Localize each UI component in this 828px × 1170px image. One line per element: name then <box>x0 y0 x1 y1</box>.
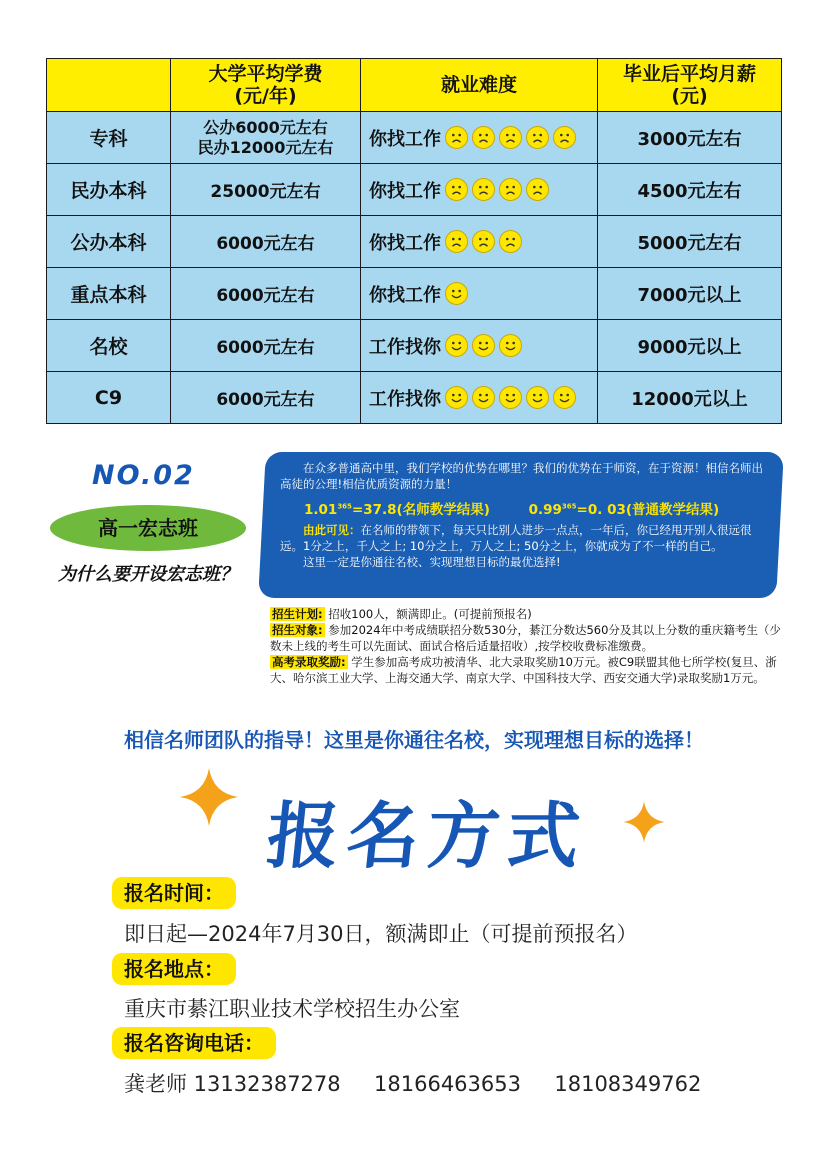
row-difficulty <box>361 112 598 164</box>
row-difficulty <box>361 268 598 320</box>
signup-title: 报名方式 <box>262 794 592 878</box>
class-name-badge: 高一宏志班 <box>50 505 246 551</box>
fee-line: 6000元左右 <box>216 286 315 306</box>
signup-time-label: 报名时间： <box>112 877 236 909</box>
reward-text: 学生参加高考成功被清华、北大录取奖励10万元。被C9联盟其他七所学校(复旦、浙大、哈尔滨工业大学、上海交通大学、南京大学、中国科技大学、西安交通大学)录取奖励1万元。 <box>270 655 777 685</box>
smiley-face-icon <box>472 334 495 357</box>
fee-line: 6000元左右 <box>216 234 315 254</box>
row-difficulty <box>361 164 598 216</box>
header-fee-line1: 大学平均学费 <box>208 63 323 85</box>
row-fee <box>171 112 361 164</box>
advantage-conclusion <box>280 522 772 554</box>
formula-2-base: 0.99 <box>528 501 562 518</box>
signup-place-label: 报名地点： <box>112 953 236 985</box>
signup-phone: 龚老师 13132387278 18166463653 18108349762 <box>124 1072 702 1096</box>
row-salary: 3000元左右 <box>598 112 782 164</box>
smiley-face-icon <box>499 334 522 357</box>
table-row <box>47 164 782 216</box>
plan-label: 招生计划: <box>272 607 323 621</box>
formula-1-exp: 365 <box>337 502 352 510</box>
reward-label: 高考录取奖励: <box>272 655 346 669</box>
row-fee <box>171 320 361 372</box>
fee-line: 25000元左右 <box>210 182 321 202</box>
table-body <box>47 112 782 424</box>
sad-face-icon <box>445 126 468 149</box>
row-difficulty <box>361 320 598 372</box>
sad-face-icon <box>445 230 468 253</box>
section-question: 为什么要开设宏志班？ <box>58 564 238 585</box>
signup-phone-label: 报名咨询电话： <box>112 1027 276 1059</box>
row-type: 公办本科 <box>47 216 171 268</box>
difficulty-label: 工作找你 <box>369 336 441 358</box>
comparison-table <box>46 58 782 424</box>
face-group <box>445 334 526 357</box>
difficulty-label: 你找工作 <box>369 284 441 306</box>
smiley-face-icon <box>445 282 468 305</box>
formula-1-result: =37.8(名师教学结果) <box>351 501 490 518</box>
row-type: 名校 <box>47 320 171 372</box>
row-type: 专科 <box>47 112 171 164</box>
face-group <box>445 230 526 253</box>
signup-time: 即日起—2024年7月30日，额满即止（可提前预报名） <box>124 922 638 946</box>
plan-text: 招收100人，额满即止。(可提前预报名) <box>328 607 532 621</box>
sad-face-icon <box>499 126 522 149</box>
row-type: 民办本科 <box>47 164 171 216</box>
sad-face-icon <box>445 178 468 201</box>
formula-1-base: 1.01 <box>304 501 338 518</box>
header-difficulty: 就业难度 <box>361 59 598 112</box>
row-salary: 12000元以上 <box>598 372 782 424</box>
difficulty-label: 你找工作 <box>369 128 441 150</box>
slogan: 相信名师团队的指导！这里是你通往名校，实现理想目标的选择！ <box>124 728 704 752</box>
formula-2-result: =0. 03(普通教学结果) <box>576 501 720 518</box>
row-fee <box>171 216 361 268</box>
row-difficulty <box>361 216 598 268</box>
smiley-face-icon <box>499 386 522 409</box>
header-salary-line2: (元) <box>671 85 708 107</box>
sad-face-icon <box>526 126 549 149</box>
row-salary: 7000元以上 <box>598 268 782 320</box>
plan-line <box>270 606 782 622</box>
fee-line: 6000元左右 <box>216 390 315 410</box>
formula-1 <box>304 502 490 518</box>
advantage-panel <box>280 460 772 570</box>
advantage-intro: 在众多普通高中里，我们学校的优势在哪里？我们的优势在于师资，在于资源！相信名师出高徒的公理!相信优质资源的力量！ <box>280 461 763 491</box>
row-salary: 5000元左右 <box>598 216 782 268</box>
face-group <box>445 386 580 409</box>
sad-face-icon <box>472 178 495 201</box>
table-row <box>47 112 782 164</box>
formula-2 <box>529 502 720 518</box>
fee-line: 民办12000元左右 <box>197 137 334 157</box>
table-row <box>47 268 782 320</box>
sad-face-icon <box>499 230 522 253</box>
face-group <box>445 126 580 149</box>
sad-face-icon <box>472 126 495 149</box>
sad-face-icon <box>526 178 549 201</box>
formula-2-exp: 365 <box>561 502 577 510</box>
table-row <box>47 320 782 372</box>
smiley-face-icon <box>445 334 468 357</box>
header-fee <box>171 59 361 112</box>
reward-line <box>270 654 782 686</box>
section-number: NO.02 <box>92 460 195 491</box>
smiley-face-icon <box>553 386 576 409</box>
header-salary <box>598 59 782 112</box>
fee-line: 6000元左右 <box>216 338 315 358</box>
row-type: C9 <box>47 372 171 424</box>
table-header-row <box>47 59 782 112</box>
target-line <box>270 622 782 654</box>
header-salary-line1: 毕业后平均月薪 <box>622 63 756 85</box>
difficulty-label: 你找工作 <box>369 180 441 202</box>
conclusion-text: 在名师的带领下，每天只比别人进步一点点，一年后，你已经甩开别人很远很远。1分之上，千人之上; 10分之上，万人之上; 50分之上，你就成为了不一样的自己。 <box>280 522 752 553</box>
smiley-face-icon <box>445 386 468 409</box>
row-fee <box>171 268 361 320</box>
row-salary: 9000元以上 <box>598 320 782 372</box>
target-label: 招生对象: <box>272 623 323 637</box>
fee-line: 公办6000元左右 <box>203 117 328 137</box>
advantage-closing: 这里一定是你通往名校、实现理想目标的最优选择! <box>303 554 561 569</box>
header-empty <box>47 59 171 112</box>
row-fee <box>171 164 361 216</box>
formula-line <box>280 498 772 518</box>
enrollment-info <box>270 606 782 686</box>
table-row <box>47 372 782 424</box>
difficulty-label: 工作找你 <box>369 388 441 410</box>
conclusion-label: 由此可见： <box>303 522 361 537</box>
sad-face-icon <box>499 178 522 201</box>
row-salary: 4500元左右 <box>598 164 782 216</box>
signup-place: 重庆市綦江职业技术学校招生办公室 <box>124 997 460 1021</box>
row-difficulty <box>361 372 598 424</box>
face-group <box>445 282 472 305</box>
star-icon <box>178 766 240 828</box>
sad-face-icon <box>472 230 495 253</box>
difficulty-label: 你找工作 <box>369 232 441 254</box>
smiley-face-icon <box>472 386 495 409</box>
smiley-face-icon <box>526 386 549 409</box>
table-row <box>47 216 782 268</box>
row-type: 重点本科 <box>47 268 171 320</box>
face-group <box>445 178 553 201</box>
header-fee-line2: (元/年) <box>234 85 297 107</box>
sad-face-icon <box>553 126 576 149</box>
star-icon <box>622 800 666 844</box>
target-text: 参加2024年中考成绩联招分数530分，綦江分数达560分及其以上分数的重庆籍考生（少数未上线的考生可以先面试、面试合格后适量招收）,按学校收费标准缴费。 <box>270 623 781 653</box>
row-fee <box>171 372 361 424</box>
